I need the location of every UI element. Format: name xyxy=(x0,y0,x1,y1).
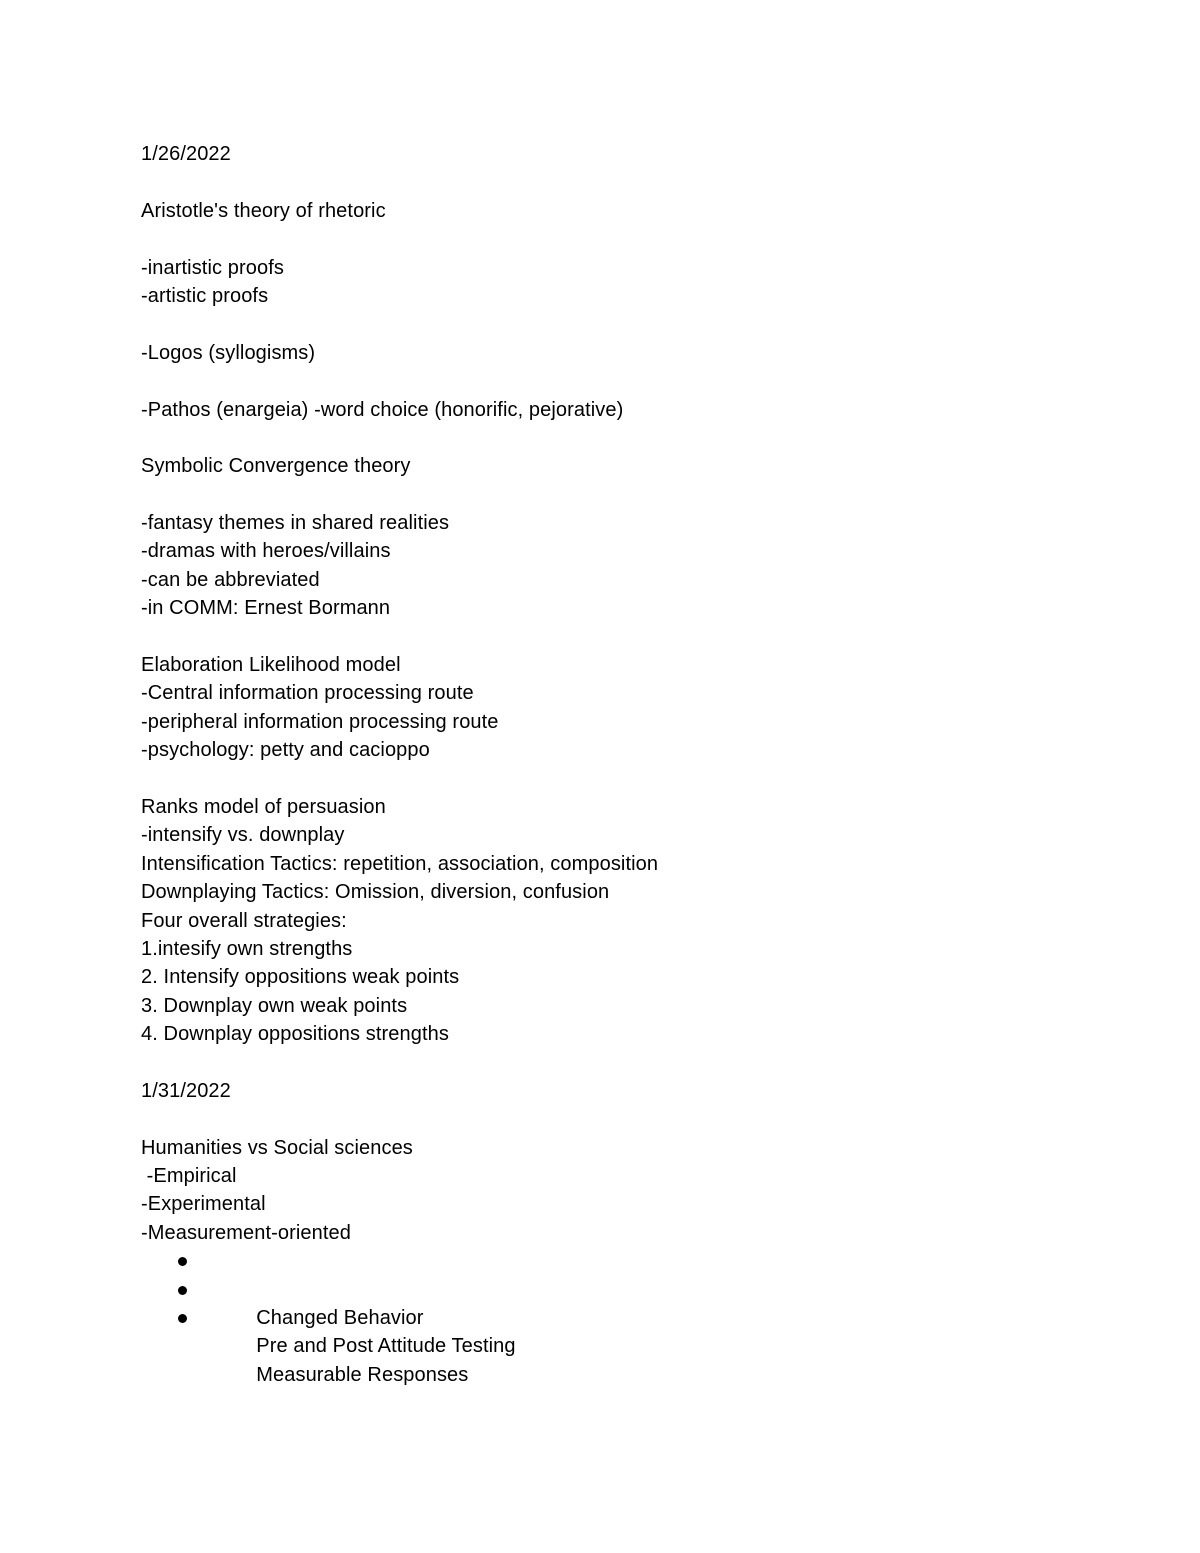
text-line: Downplaying Tactics: Omission, diversion, confusion xyxy=(141,881,610,904)
section-heading-symbolic: Symbolic Convergence theory xyxy=(141,455,411,478)
spacer xyxy=(141,1105,1121,1133)
text-line: 4. Downplay oppositions strengths xyxy=(141,1023,449,1046)
list-item xyxy=(141,1247,1121,1330)
text-line: -can be abbreviated xyxy=(141,568,320,591)
bullet-icon xyxy=(178,1257,187,1266)
spacer xyxy=(141,367,1121,395)
text-line: -peripheral information processing route xyxy=(141,710,499,733)
text-line: -Experimental xyxy=(141,1193,266,1216)
spacer xyxy=(141,424,1121,452)
document-body xyxy=(141,140,1121,1386)
text-line: -dramas with heroes/villains xyxy=(141,540,391,563)
section-heading-aristotle: Aristotle's theory of rhetoric xyxy=(141,199,386,222)
text-line: Four overall strategies: xyxy=(141,909,347,932)
text-line: -Pathos (enargeia) -word choice (honorific, pejorative) xyxy=(141,398,624,421)
text-line: -inartistic proofs xyxy=(141,256,284,279)
text-line: -Empirical xyxy=(141,1165,237,1188)
text-line: 2. Intensify oppositions weak points xyxy=(141,966,460,989)
bullet-list xyxy=(141,1247,1121,1386)
date-heading: 1/26/2022 xyxy=(141,143,231,165)
bullet-icon xyxy=(178,1314,187,1323)
spacer xyxy=(141,225,1121,253)
spacer xyxy=(141,168,1121,196)
text-line: -psychology: petty and cacioppo xyxy=(141,739,430,762)
list-item-label: Measurable Responses xyxy=(256,1363,469,1386)
text-line: -Logos (syllogisms) xyxy=(141,341,316,364)
list-item-label: Changed Behavior xyxy=(256,1307,424,1330)
spacer xyxy=(141,623,1121,651)
text-line: 3. Downplay own weak points xyxy=(141,994,408,1017)
text-line: -artistic proofs xyxy=(141,284,269,307)
text-line: -fantasy themes in shared realities xyxy=(141,512,450,535)
text-line: Intensification Tactics: repetition, association, composition xyxy=(141,852,659,875)
list-item-label: Pre and Post Attitude Testing xyxy=(256,1335,516,1358)
text-line: 1.intesify own strengths xyxy=(141,937,353,960)
spacer xyxy=(141,310,1121,338)
spacer xyxy=(141,765,1121,793)
spacer xyxy=(141,481,1121,509)
section-heading-elaboration: Elaboration Likelihood model xyxy=(141,654,401,677)
text-line: -Measurement-oriented xyxy=(141,1221,351,1244)
date-heading: 1/31/2022 xyxy=(141,1079,231,1102)
text-line: -in COMM: Ernest Bormann xyxy=(141,597,391,620)
section-heading-ranks: Ranks model of persuasion xyxy=(141,795,386,818)
text-line: -intensify vs. downplay xyxy=(141,824,345,847)
section-heading-humanities: Humanities vs Social sciences xyxy=(141,1136,413,1159)
spacer xyxy=(141,1049,1121,1077)
text-line: -Central information processing route xyxy=(141,682,474,705)
bullet-icon xyxy=(178,1286,187,1295)
